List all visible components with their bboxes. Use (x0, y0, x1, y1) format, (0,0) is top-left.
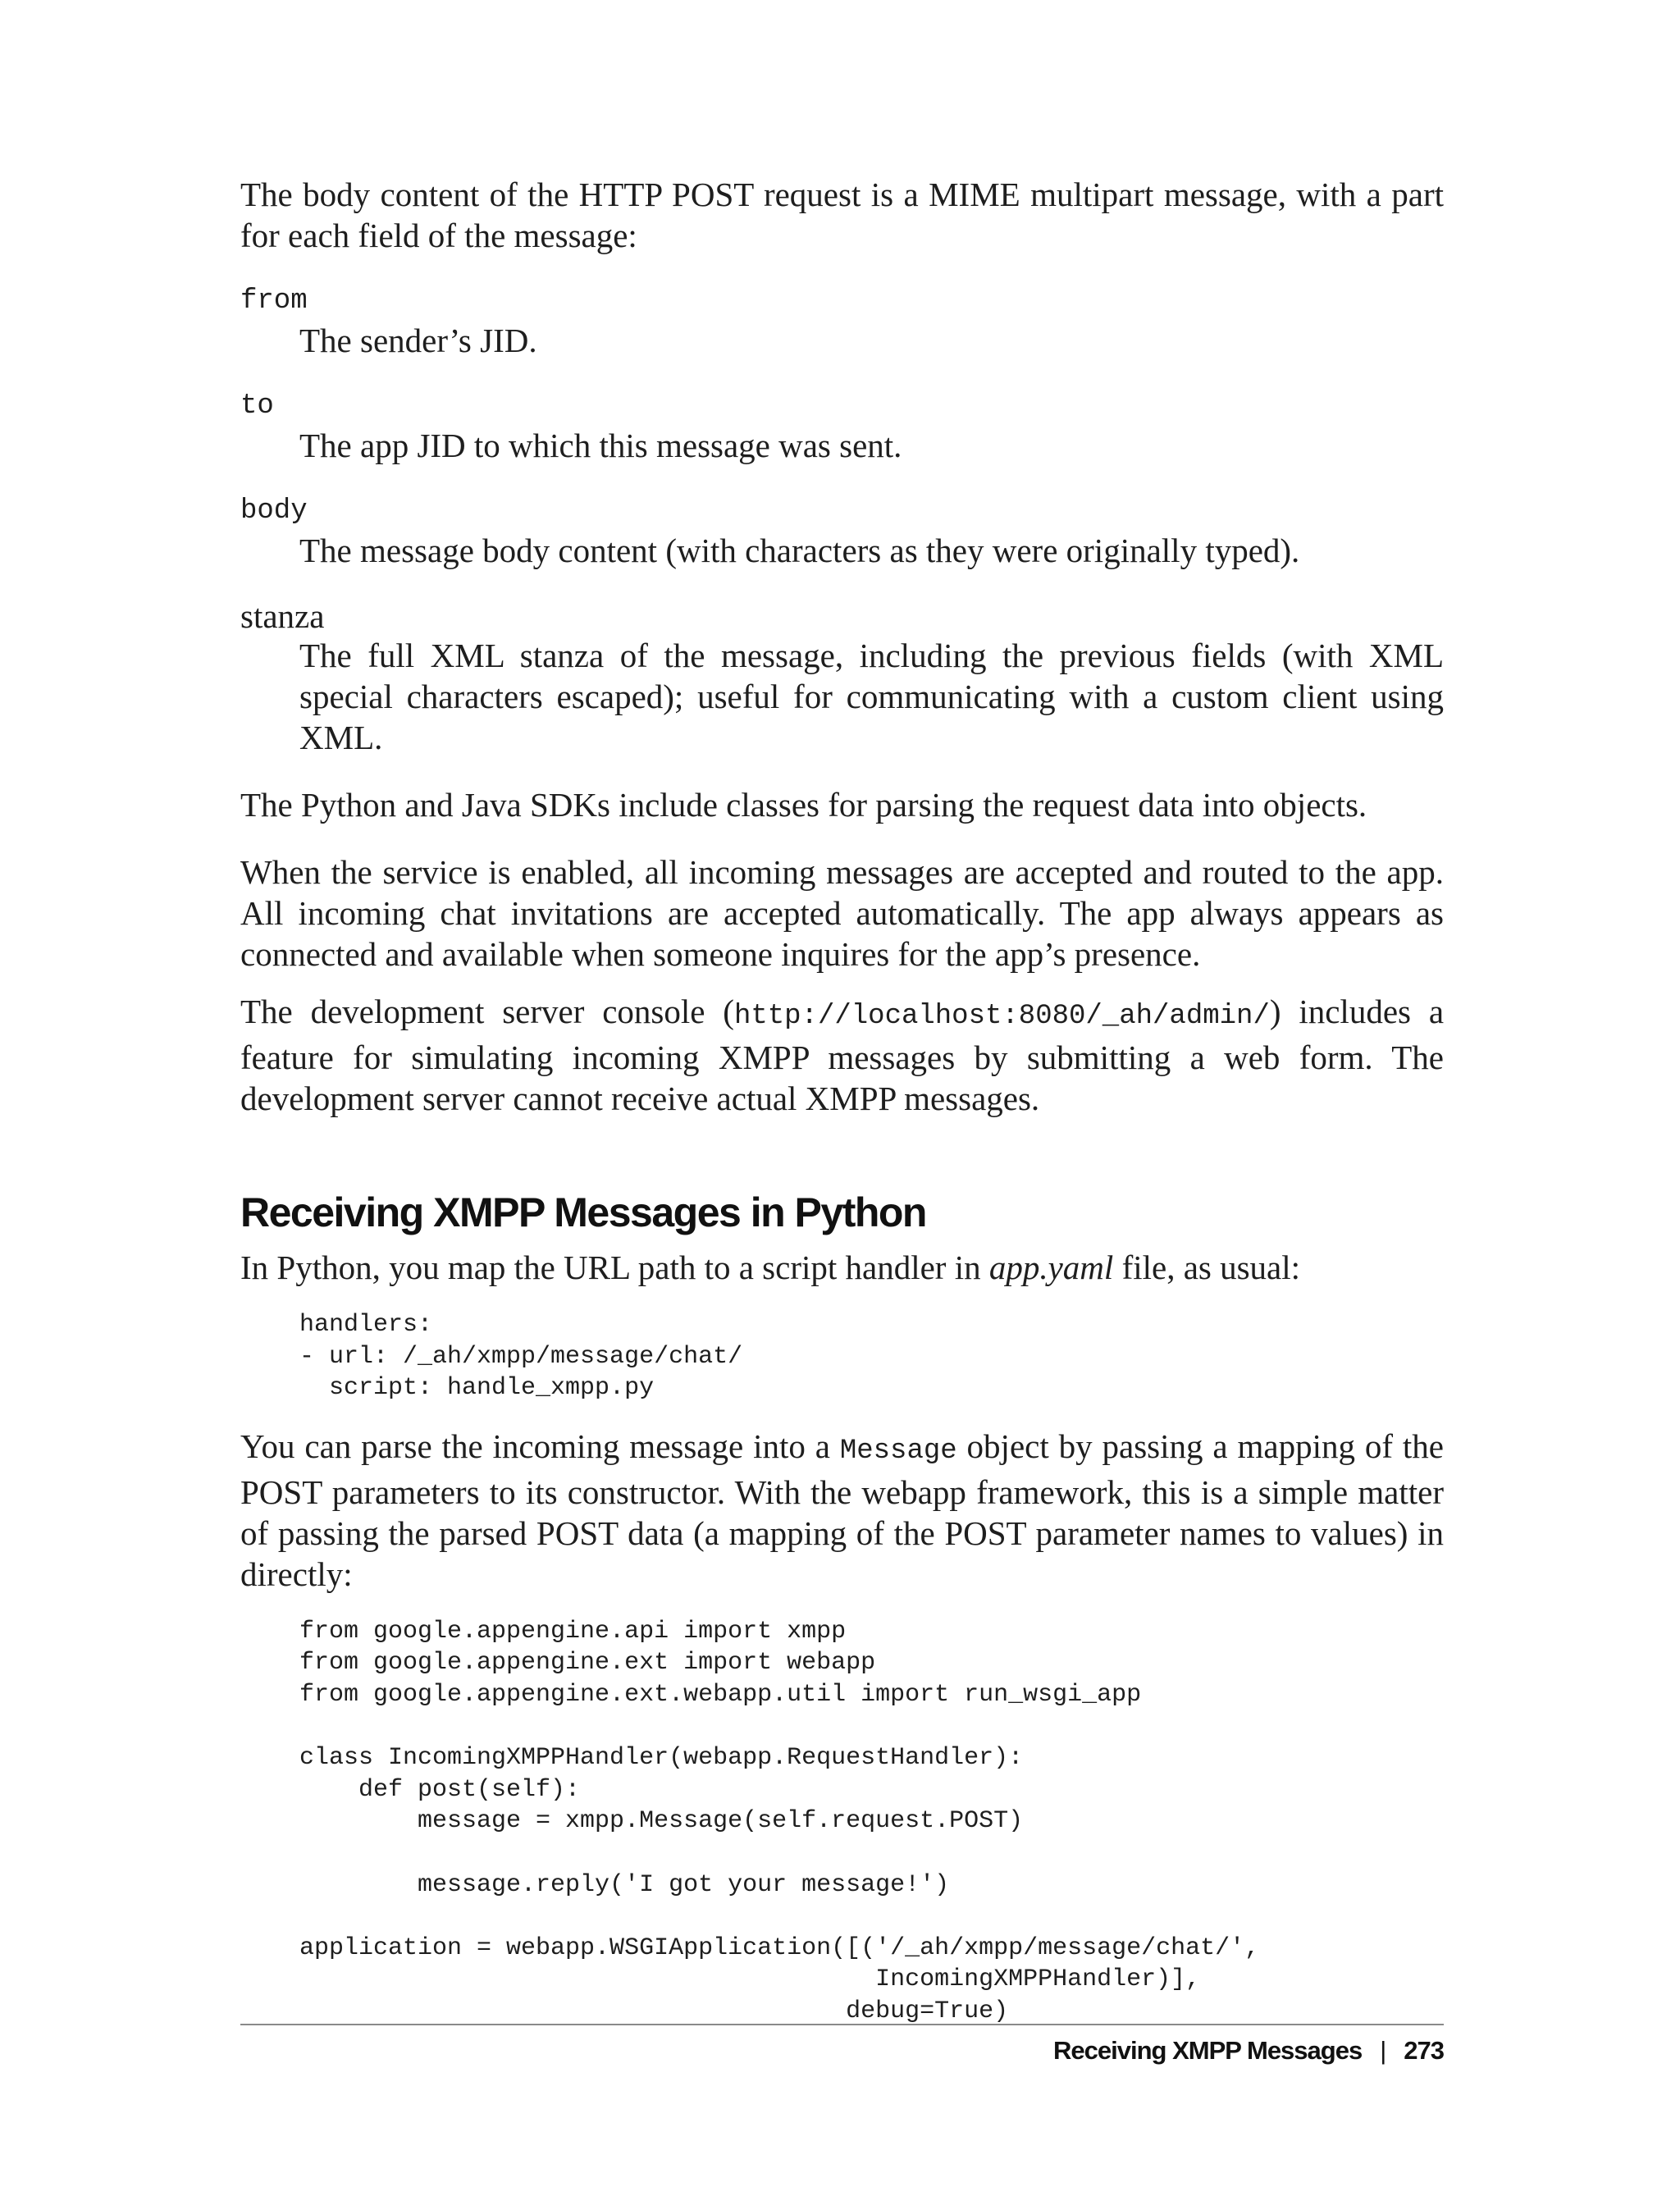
parse-text-after: object by passing a mapping of the POST parameters to its constructor. With the webapp framework, this is a simple matter of passing the parsed POST data (a mapping of the POST parameter names to values) in directly: (240, 1427, 1444, 1593)
field-definition-to: The app JID to which this message was sent. (299, 427, 902, 464)
dev-console-text-before: The development server console ( (240, 993, 734, 1030)
parse-text-before: You can parse the incoming message into a (240, 1427, 840, 1465)
page-number: 273 (1404, 2036, 1444, 2065)
field-term-to: to (240, 390, 274, 422)
sdks-paragraph: The Python and Java SDKs include classes for parsing the request data into objects. (240, 786, 1367, 824)
field-definition-body: The message body content (with characters as they were originally typed). (299, 532, 1300, 569)
page-footer (1053, 2034, 1444, 2067)
parse-code-message: Message (839, 1435, 957, 1467)
section-heading: Receiving XMPP Messages in Python (240, 1189, 926, 1235)
parse-message-paragraph (240, 1426, 1444, 1595)
page-content (240, 174, 1444, 2028)
python-code-block: from google.appengine.api import xmpp from google.appengine.ext import webapp from google.appengine.ext.webapp.util import run_wsgi_app class IncomingXMPPHandler(webapp.RequestHandler): def post(self): message = xmpp.Message(self.request.POST) message.reply('I got your message!') application = webapp.WSGIApplication([('/_ah/xmpp/message/chat/', IncomingXMPPHandler)], debug=True) (299, 1617, 1260, 2025)
field-term-stanza: stanza (240, 597, 325, 635)
service-enabled-paragraph: When the service is enabled, all incoming messages are accepted and routed to the app. All incoming chat invitations are accepted automatically. The app always appears as connected and available when someone inquires for the app’s presence. (240, 853, 1444, 973)
intro-paragraph: The body content of the HTTP POST request is a MIME multipart message, with a part for each field of the message: (240, 176, 1444, 254)
dev-console-url: http://localhost:8080/_ah/admin/ (733, 1001, 1270, 1032)
footer-divider (240, 2024, 1444, 2025)
field-term-from: from (240, 285, 308, 317)
python-intro-text-after: file, as usual: (1113, 1249, 1301, 1286)
field-definition-from: The sender’s JID. (299, 322, 537, 359)
field-definition-stanza: The full XML stanza of the message, including the previous fields (with XML special characters escaped); useful for communicating with a custom client using XML. (299, 637, 1444, 756)
footer-section-title: Receiving XMPP Messages (1053, 2036, 1363, 2065)
field-term-body: body (240, 495, 308, 527)
dev-console-paragraph (240, 991, 1444, 1119)
dev-console-text-after: ) includes a feature for simulating incoming XMPP messages by submitting a web form. The development server cannot receive actual XMPP messages. (240, 993, 1445, 1117)
yaml-code-block: handlers: - url: /_ah/xmpp/message/chat/ script: handle_xmpp.py (299, 1311, 743, 1403)
python-intro-paragraph (240, 1247, 1444, 1288)
python-intro-text-before: In Python, you map the URL path to a script handler in (240, 1249, 989, 1286)
footer-separator: | (1380, 2036, 1386, 2065)
field-list (240, 282, 1444, 758)
python-intro-filename: app.yaml (988, 1249, 1114, 1286)
